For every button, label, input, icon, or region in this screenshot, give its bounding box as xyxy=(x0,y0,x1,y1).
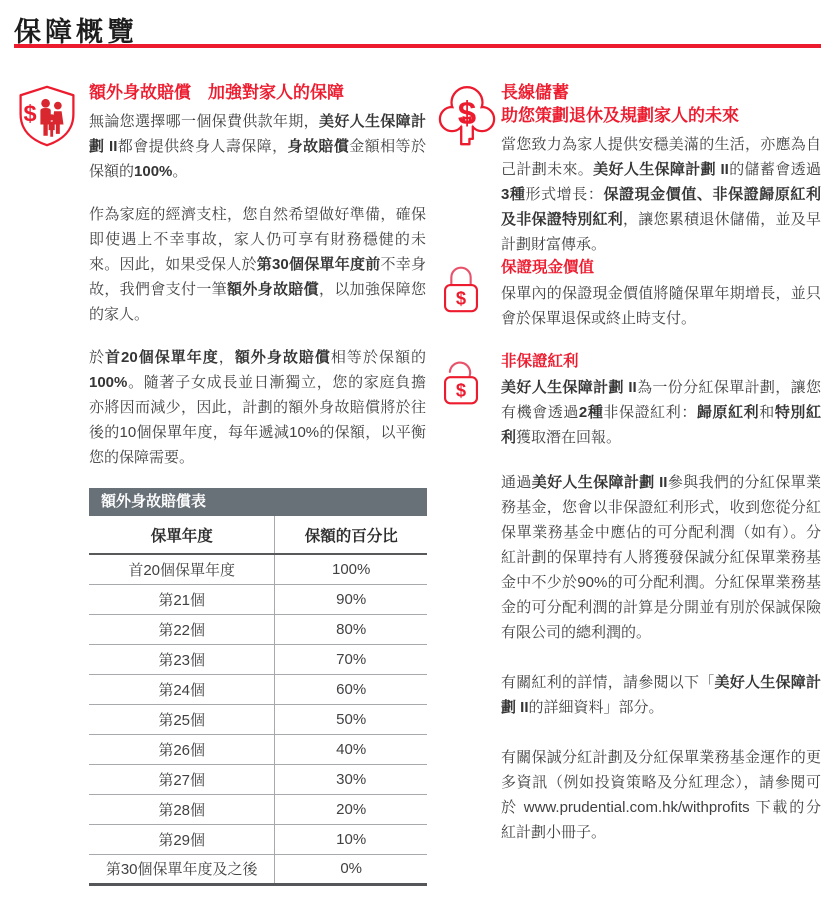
savings-paragraph: 當您致力為家人提供安穩美滿的生活，亦應為自己計劃未來。美好人生保障計劃 II的儲蓄會透過3種形式增長：保證現金價值、非保證歸原紅利及非保證特別紅利，讓您累積退休儲備，並及早計劃財富傳承。 xyxy=(501,136,821,253)
left-paragraph-3: 於首20個保單年度，額外身故賠償相等於保額的100%。隨著子女成長並日漸獨立，您的家庭負擔亦將因而減少，因此，計劃的額外身故賠償將於往後的10個保單年度，每年遞減10%的保額，以平衡您的保障需要。 xyxy=(89,349,426,466)
guaranteed-cash-value-section xyxy=(438,257,821,331)
table-row xyxy=(89,794,427,824)
table-row xyxy=(89,824,427,854)
section-icon-cell xyxy=(438,257,501,322)
non-guaranteed-text-block xyxy=(501,351,821,450)
table-row xyxy=(89,644,427,674)
cell-year: 第26個 xyxy=(89,734,275,764)
bonus-details-paragraph: 有關紅利的詳情，請參閱以下「美好人生保障計劃 II的詳細資料」部分。 xyxy=(501,674,821,716)
left-section-heading: 額外身故賠償 加強對家人的保障 xyxy=(89,83,344,102)
non-guaranteed-bonus-section xyxy=(438,351,821,450)
left-text-block xyxy=(89,81,426,886)
padlock-open-dollar-icon xyxy=(438,353,484,411)
cell-pct: 0% xyxy=(275,854,427,884)
guaranteed-paragraph: 保單內的保證現金價值將隨保單年期增長，並只會於保單退保或終止時支付。 xyxy=(501,285,821,327)
table-row xyxy=(89,674,427,704)
table-header xyxy=(89,516,427,554)
table-row xyxy=(89,614,427,644)
cell-year: 第28個 xyxy=(89,794,275,824)
cell-year: 首20個保單年度 xyxy=(128,561,236,579)
savings-text-block xyxy=(501,81,821,257)
table-row xyxy=(89,734,427,764)
savings-heading xyxy=(501,81,821,127)
extra-death-benefit-section xyxy=(14,81,426,886)
left-paragraph-2: 作為家庭的經濟支柱，您自然希望做好準備，確保即使遇上不幸事故，家人仍可享有財務穩健的未來。因此，如果受保人於第30個保單年度前不幸身故，我們會支付一筆額外身故賠償，以加強保障您的家人。 xyxy=(89,206,426,323)
cell-year: 第21個 xyxy=(89,584,275,614)
table-body xyxy=(89,554,427,884)
cell-year: 第27個 xyxy=(89,764,275,794)
cell-year: 第25個 xyxy=(89,704,275,734)
cell-year: 第24個 xyxy=(89,674,275,704)
right-bottom-paragraphs xyxy=(501,470,821,845)
guaranteed-text-block xyxy=(501,257,821,331)
cell-pct: 100% xyxy=(275,554,427,584)
cell-pct: 10% xyxy=(275,824,427,854)
cell-pct: 40% xyxy=(275,734,427,764)
cell-pct: 30% xyxy=(275,764,427,794)
col-header-percentage: 保額的百分比 xyxy=(275,516,427,554)
guaranteed-heading: 保證現金價值 xyxy=(501,259,595,276)
cell-year: 第30個保單年度及之後 xyxy=(89,854,275,884)
padlock-closed-dollar-icon xyxy=(438,259,484,317)
cell-pct: 70% xyxy=(275,644,427,674)
cell-year: 第29個 xyxy=(89,824,275,854)
table-row xyxy=(89,554,427,584)
cell-pct: 20% xyxy=(275,794,427,824)
table-row xyxy=(89,584,427,614)
table-row xyxy=(89,704,427,734)
section-icon-cell xyxy=(14,81,89,154)
left-paragraph-1: 無論您選擇哪一個保費供款年期，美好人生保障計劃 II都會提供終身人壽保障，身故賠償金額相等於保額的100%。 xyxy=(89,113,426,180)
two-column-layout xyxy=(14,81,821,886)
benefit-table xyxy=(89,516,427,886)
svg-text:$: $ xyxy=(23,100,37,127)
cell-pct: 80% xyxy=(275,614,427,644)
left-column xyxy=(14,81,426,886)
cell-year: 第22個 xyxy=(89,614,275,644)
cell-year: 第23個 xyxy=(89,644,275,674)
svg-text:$: $ xyxy=(455,287,467,309)
col-header-policy-year: 保單年度 xyxy=(89,516,275,554)
right-column xyxy=(438,81,821,886)
withprofits-url-paragraph: 有關保誠分紅計劃及分紅保單業務基金運作的更多資訊（例如投資策略及分紅理念），請參閱可於 www.prudential.com.hk/withprofits 下載的分紅計劃小冊子。 xyxy=(501,749,821,841)
table-title-bar: 額外身故賠償表 xyxy=(89,488,427,516)
section-icon-cell xyxy=(438,351,501,416)
section-icon-cell xyxy=(438,81,501,164)
savings-heading-line1: 長線儲蓄 xyxy=(501,83,569,102)
long-term-savings-section xyxy=(438,81,821,257)
svg-text:$: $ xyxy=(455,379,467,401)
table-row xyxy=(89,764,427,794)
page-title: 保障概覽 xyxy=(14,17,138,47)
non-guaranteed-paragraph: 美好人生保障計劃 II為一份分紅保單計劃，讓您有機會透過2種非保證紅利：歸原紅利和特別紅利獲取潛在回報。 xyxy=(501,379,821,446)
table-row xyxy=(89,854,427,884)
with-profits-fund-paragraph: 通過美好人生保障計劃 II參與我們的分紅保單業務基金，您會以非保證紅利形式，收到您從分紅保單業務基金中應佔的可分配利潤（如有）。分紅計劃的保單持有人將獲發保誠分紅保單業務基金中不少於90%的可分配利潤。分紅保單業務基金的可分配利潤的計算是分開並有別於保誠保險有限公司的總利潤的。 xyxy=(501,474,821,641)
savings-heading-line2: 助您策劃退休及規劃家人的未來 xyxy=(501,106,739,125)
svg-text:$: $ xyxy=(457,93,477,131)
money-tree-dollar-icon xyxy=(438,83,496,159)
non-guaranteed-heading: 非保證紅利 xyxy=(501,353,579,370)
shield-family-dollar-icon xyxy=(14,83,80,149)
cell-pct: 50% xyxy=(275,704,427,734)
cell-pct: 90% xyxy=(275,584,427,614)
extra-death-benefit-table xyxy=(89,488,427,886)
cell-pct: 60% xyxy=(275,674,427,704)
